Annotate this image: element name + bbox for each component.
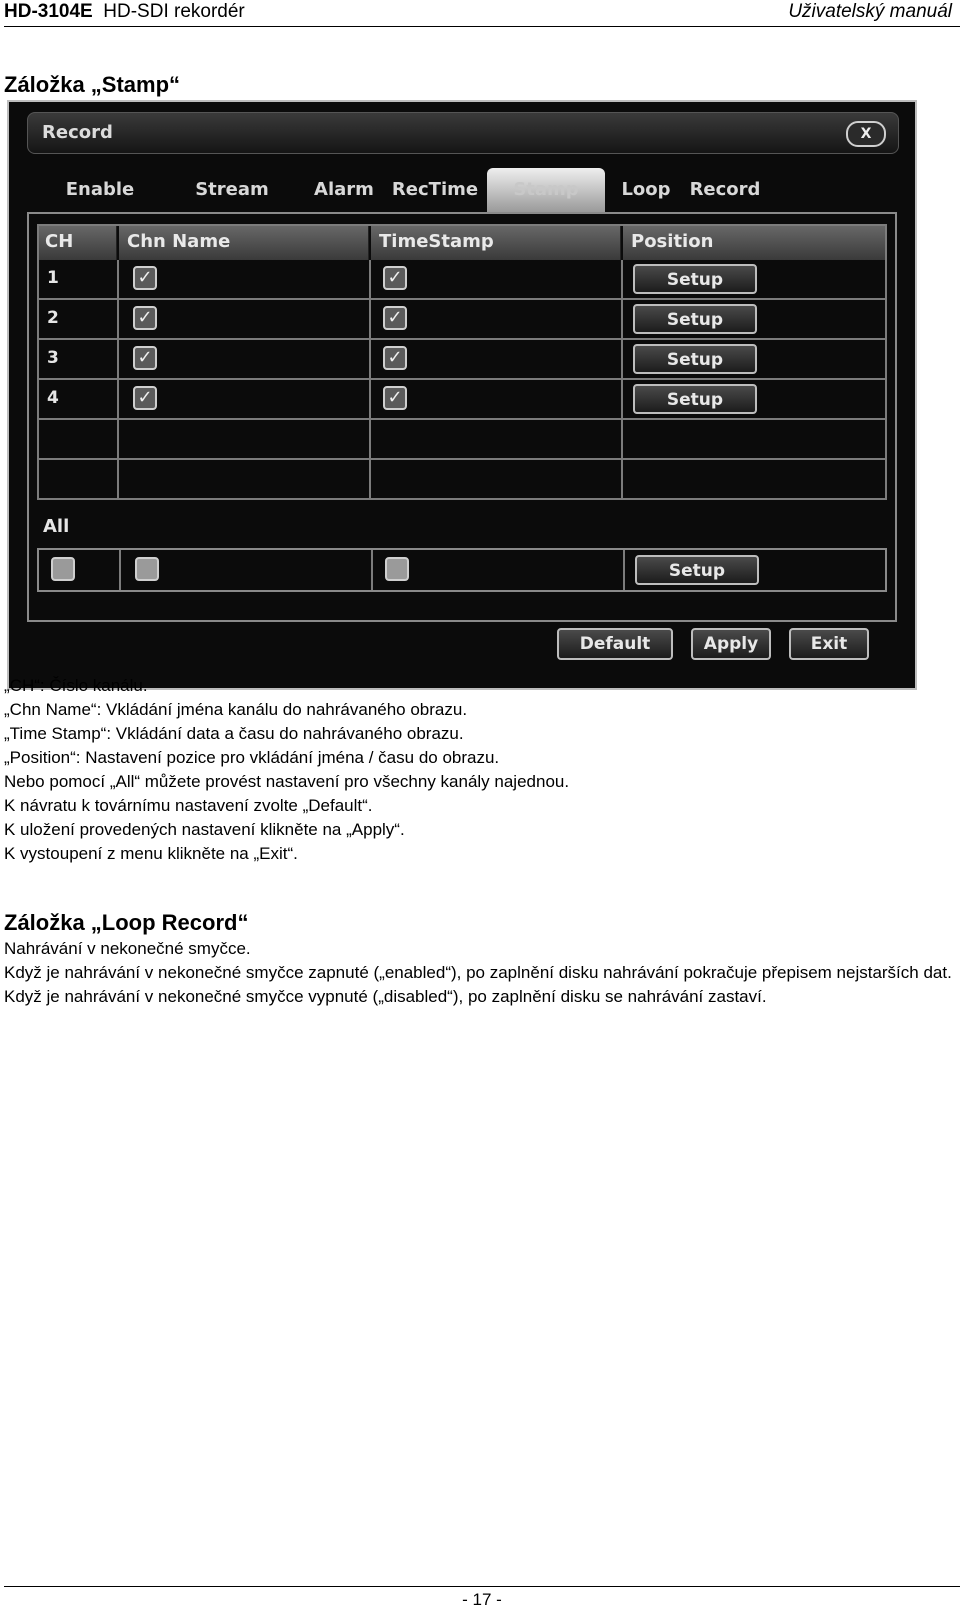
page-header bbox=[4, 0, 960, 27]
tab-bar bbox=[27, 168, 897, 212]
text-line: „Position“: Nastavení pozice pro vkládání jména / času do obrazu. bbox=[4, 748, 500, 767]
header-doc-type: Uživatelský manuál bbox=[788, 1, 952, 22]
window-titlebar bbox=[27, 112, 899, 154]
tab-record[interactable]: Record bbox=[689, 179, 761, 200]
col-header-chn-name: Chn Name bbox=[119, 224, 369, 260]
column-divider bbox=[119, 550, 121, 590]
section-title-loop-record: Záložka „Loop Record“ bbox=[4, 910, 249, 935]
loop-record-description bbox=[4, 937, 954, 1009]
page-number: - 17 - bbox=[462, 1590, 502, 1609]
close-button[interactable]: X bbox=[846, 121, 886, 147]
text-line: „Chn Name“: Vkládání jména kanálu do nahrávaného obrazu. bbox=[4, 700, 468, 719]
text-line: Nebo pomocí „All“ můžete provést nastavení pro všechny kanály najednou. bbox=[4, 772, 570, 791]
all-row bbox=[37, 548, 887, 592]
text-line: K vystoupení z menu klikněte na „Exit“. bbox=[4, 844, 298, 863]
page-footer bbox=[4, 1586, 960, 1614]
chn-name-checkbox[interactable]: ✓ bbox=[133, 346, 157, 370]
timestamp-checkbox[interactable]: ✓ bbox=[383, 346, 407, 370]
apply-button[interactable]: Apply bbox=[691, 628, 771, 660]
header-product: HD-SDI rekordér bbox=[103, 1, 245, 22]
table-row bbox=[37, 260, 887, 300]
text-line: Nahrávání v nekonečné smyčce. bbox=[4, 939, 251, 958]
header-model: HD-3104E bbox=[4, 1, 93, 22]
row-ch: 2 bbox=[47, 308, 59, 328]
chn-name-checkbox[interactable]: ✓ bbox=[133, 386, 157, 410]
position-setup-button[interactable]: Setup bbox=[633, 344, 757, 374]
table-row bbox=[37, 380, 887, 420]
all-label: All bbox=[43, 516, 70, 537]
position-setup-button[interactable]: Setup bbox=[633, 304, 757, 334]
position-setup-button[interactable]: Setup bbox=[633, 264, 757, 294]
text-line: Když je nahrávání v nekonečné smyčce vypnuté („disabled“), po zaplnění disku se nahrávání zastaví. bbox=[4, 987, 767, 1006]
tab-enable[interactable]: Enable bbox=[65, 179, 135, 200]
column-divider bbox=[623, 550, 625, 590]
section-title-stamp: Záložka „Stamp“ bbox=[4, 72, 181, 97]
header-left bbox=[4, 0, 245, 24]
row-ch: 4 bbox=[47, 388, 59, 408]
timestamp-checkbox[interactable]: ✓ bbox=[383, 266, 407, 290]
stamp-description bbox=[4, 674, 944, 866]
tab-stamp[interactable]: Stamp bbox=[487, 168, 605, 212]
stamp-table bbox=[37, 224, 887, 504]
text-line: „CH“: Číslo kanálu. bbox=[4, 676, 148, 695]
column-divider bbox=[371, 550, 373, 590]
tab-alarm[interactable]: Alarm bbox=[314, 179, 374, 200]
text-line: K návratu k továrnímu nastavení zvolte „Default“. bbox=[4, 796, 373, 815]
window-title: Record bbox=[42, 122, 113, 143]
default-button[interactable]: Default bbox=[557, 628, 673, 660]
tab-loop[interactable]: Loop bbox=[621, 179, 671, 200]
col-header-position: Position bbox=[623, 224, 887, 260]
tab-rectime[interactable]: RecTime bbox=[391, 179, 479, 200]
all-chn-name-checkbox[interactable] bbox=[135, 557, 159, 581]
text-line: K uložení provedených nastavení klikněte na „Apply“. bbox=[4, 820, 405, 839]
text-line: „Time Stamp“: Vkládání data a času do nahrávaného obrazu. bbox=[4, 724, 464, 743]
all-ch-checkbox[interactable] bbox=[51, 557, 75, 581]
chn-name-checkbox[interactable]: ✓ bbox=[133, 306, 157, 330]
position-setup-button[interactable]: Setup bbox=[633, 384, 757, 414]
tab-stream[interactable]: Stream bbox=[195, 179, 269, 200]
table-row bbox=[37, 340, 887, 380]
row-ch: 1 bbox=[47, 268, 59, 288]
timestamp-checkbox[interactable]: ✓ bbox=[383, 306, 407, 330]
chn-name-checkbox[interactable]: ✓ bbox=[133, 266, 157, 290]
table-row bbox=[37, 300, 887, 340]
col-header-timestamp: TimeStamp bbox=[371, 224, 621, 260]
all-setup-button[interactable]: Setup bbox=[635, 555, 759, 585]
timestamp-checkbox[interactable]: ✓ bbox=[383, 386, 407, 410]
table-row-empty bbox=[37, 420, 887, 460]
exit-button[interactable]: Exit bbox=[789, 628, 869, 660]
row-ch: 3 bbox=[47, 348, 59, 368]
col-header-ch: CH bbox=[37, 224, 117, 260]
text-line: Když je nahrávání v nekonečné smyčce zapnuté („enabled“), po zaplnění disku nahrávání pokračuje přepisem nejstarších dat. bbox=[4, 963, 952, 982]
all-timestamp-checkbox[interactable] bbox=[385, 557, 409, 581]
dvr-record-window bbox=[7, 100, 917, 690]
